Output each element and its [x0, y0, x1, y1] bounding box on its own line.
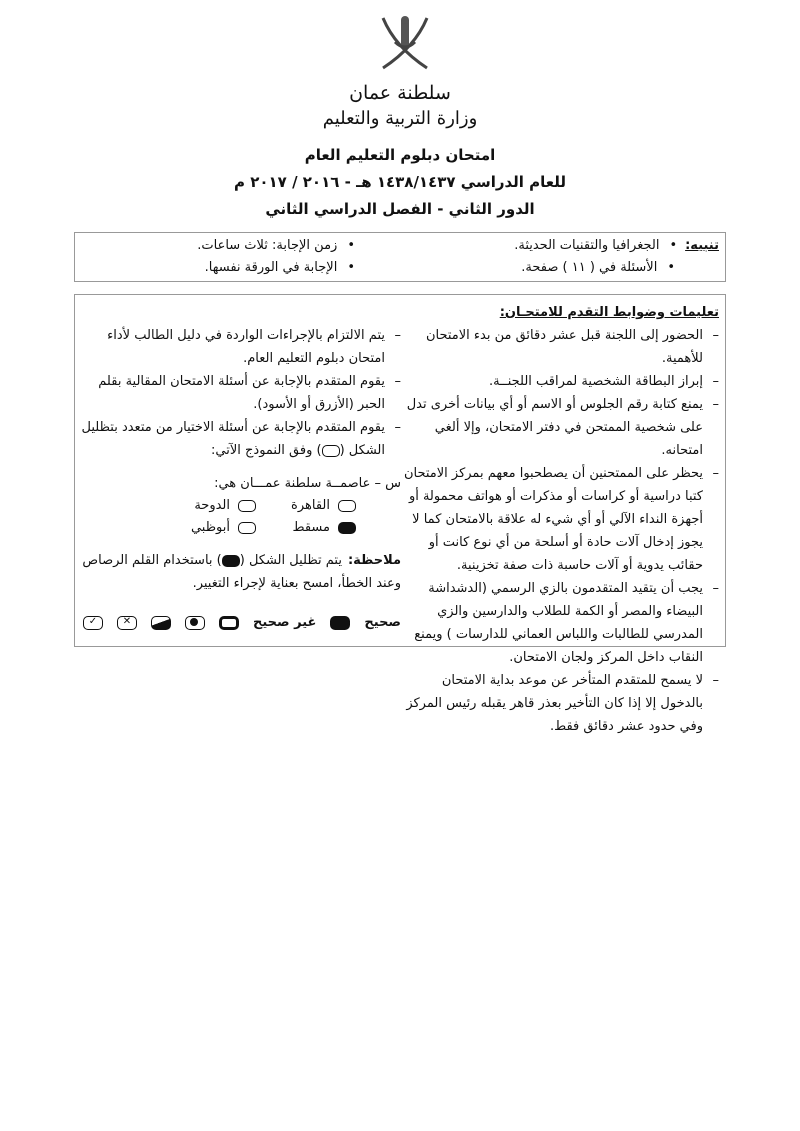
instruction-text: يقوم المتقدم بالإجابة عن أسئلة الاختيار من متعدد بتظليل	[81, 420, 385, 435]
academic-year: للعام الدراسي ١٤٣٨/١٤٣٧ هـ - ٢٠١٦ / ٢٠١٧ م	[234, 173, 566, 191]
exam-round: الدور الثاني - الفصل الدراسي الثاني	[265, 200, 535, 218]
option-item: أبوظبي	[156, 517, 256, 539]
filled-bubble-icon	[222, 555, 240, 567]
instruction-item: – إبراز البطاقة الشخصية لمراقب اللجنــة.	[399, 370, 719, 393]
instruction-item: – الحضور إلى اللجنة قبل عشر دقائق من بدء الامتحان للأهمية.	[399, 324, 719, 370]
incorrect-label: غير صحيح	[252, 615, 317, 630]
shape-prefix: الشكل (	[339, 443, 385, 458]
instructions-left-column	[81, 324, 401, 634]
oman-emblem	[375, 12, 435, 74]
empty-bubble-icon	[338, 500, 356, 512]
exam-title: امتحان دبلوم التعليم العام	[304, 146, 496, 164]
note-suffix: ) باستخدام القلم الرصاص وعند الخطأ، امسح بعناية لإجراء التغيير.	[82, 553, 401, 591]
filled-bubble-icon	[330, 616, 350, 630]
ministry-name: وزارة التربية والتعليم	[322, 108, 478, 129]
instruction-item: – يجب أن يتقيد المتقدمون بالزي الرسمي (الدشداشة البيضاء والمصر أو الكمة للطلاب والدارسين والزي المدرسي للطالبات واللباس العماني للدارسات ) ويمنع النقاب داخل المركز ولجان الامتحان.	[399, 577, 719, 669]
empty-bubble-icon	[238, 522, 256, 534]
notice-label: تنبيه:	[685, 238, 719, 253]
empty-bubble-icon	[238, 500, 256, 512]
example-question: س – عاصمــة سلطنة عمـــان هي:	[214, 476, 401, 491]
country-name: سلطنة عمان	[349, 82, 451, 104]
instructions-box	[74, 294, 726, 734]
empty-bubble-icon	[322, 445, 340, 457]
option-item-selected: مسقط	[256, 517, 356, 539]
note-prefix: يتم تظليل الشكل (	[239, 553, 342, 568]
note-label: ملاحظة:	[347, 553, 401, 568]
note	[81, 549, 401, 595]
check-bubble-icon: ✓	[83, 616, 103, 630]
instruction-item: – يقوم المتقدم بالإجابة عن أسئلة الامتحان المقالية بقلم الحبر (الأزرق أو الأسود).	[81, 370, 401, 416]
dot-bubble-icon	[185, 616, 205, 630]
example-options	[81, 495, 356, 539]
correct-label: صحيح	[364, 615, 401, 630]
shape-suffix: ) وفق النموذج الآتي:	[211, 443, 322, 458]
half-filled-bubble-icon	[151, 616, 171, 630]
instruction-item	[81, 416, 401, 462]
instructions-title: تعليمات وضوابط التقدم للامتحـان:	[499, 305, 719, 320]
instruction-item: – يمنع كتابة رقم الجلوس أو الاسم أو أي بيانات أخرى تدل على شخصية الممتحن في دفتر الامتحان، وإلا ألغي امتحانه.	[399, 393, 719, 462]
notice-answer-place: • الإجابة في الورقة نفسها.	[205, 260, 355, 275]
instruction-item: – يتم الالتزام بالإجراءات الواردة في دليل الطالب لأداء امتحان دبلوم التعليم العام.	[81, 324, 401, 370]
notice-pages: • الأسئلة في ( ١١ ) صفحة.	[521, 260, 675, 275]
instruction-item: – لا يسمح للمتقدم المتأخر عن موعد بداية الامتحان بالدخول إلا إذا كان التأخير بعذر قاهر يقبله رئيس المركز وفي حدود عشر دقائق فقط.	[399, 669, 719, 738]
x-bubble-icon: ✕	[117, 616, 137, 630]
option-item: الدوحة	[156, 495, 256, 517]
thick-outline-bubble-icon	[219, 616, 239, 630]
instructions-right-column	[399, 301, 719, 738]
notice-time: • زمن الإجابة: ثلاث ساعات.	[197, 238, 355, 253]
bubble-legend	[81, 611, 401, 634]
instruction-item: – يحظر على الممتحنين أن يصطحبوا معهم بمركز الامتحان كتبا دراسية أو كراسات أو مذكرات أو هواتف محمولة أو أجهزة النداء الآلي أو أي شيء له علاقة بالامتحان كما لا يجوز إدخال آلات حادة أو أسلحة من أي نوع كانت أو حقائب يدوية أو آلات حاسبة ذات صفة تخزينية.	[399, 462, 719, 577]
notice-subject: • الجغرافيا والتقنيات الحديثة.	[514, 238, 677, 253]
notice-box	[74, 232, 726, 282]
filled-bubble-icon	[338, 522, 356, 534]
option-item: القاهرة	[256, 495, 356, 517]
